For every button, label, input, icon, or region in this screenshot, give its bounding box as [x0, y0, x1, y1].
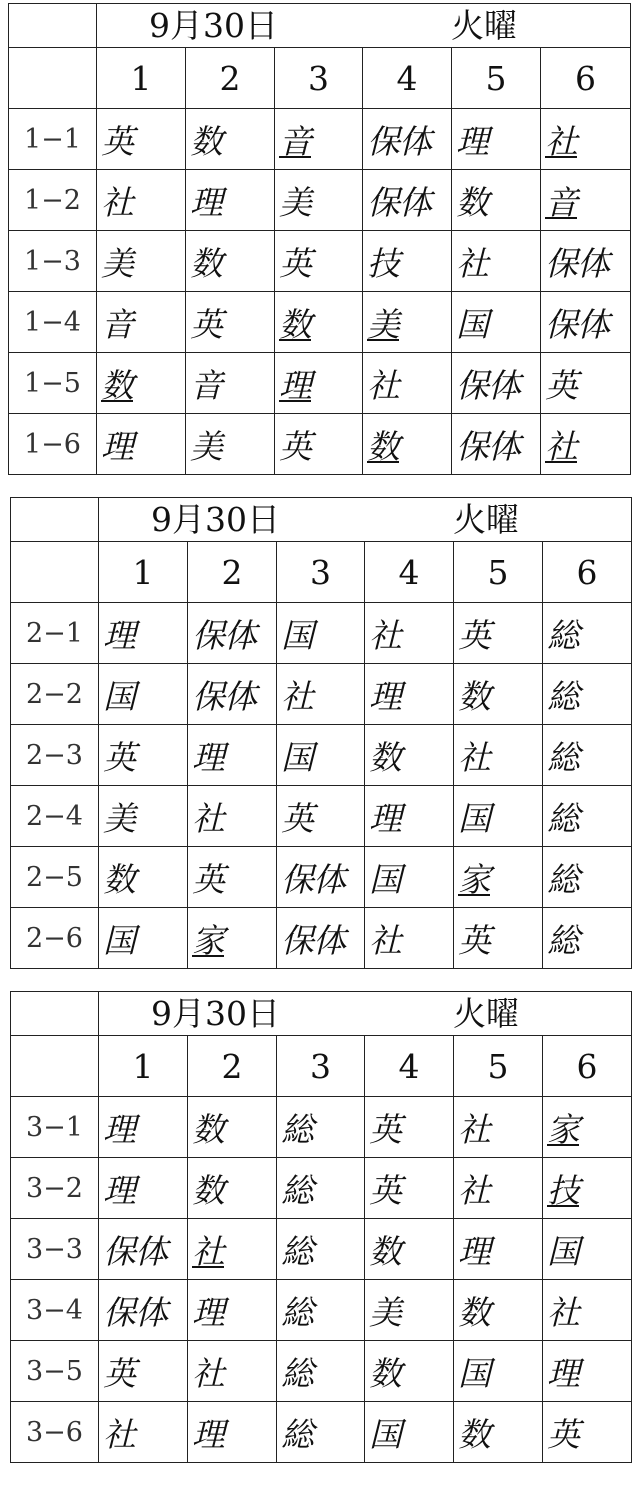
blank-cell	[11, 542, 99, 603]
corner-cell	[11, 498, 99, 542]
subject-text: 社	[192, 1231, 224, 1271]
subject-text: 音	[190, 365, 222, 405]
date-label: 9月30日	[151, 500, 280, 539]
class-label: 2−6	[11, 908, 99, 969]
subject-cell	[277, 1280, 365, 1341]
subject-text: 数	[369, 1231, 401, 1271]
subject-cell	[452, 109, 541, 170]
subject-cell	[186, 109, 275, 170]
subject-text: 数	[369, 1353, 401, 1393]
date-cell	[99, 992, 632, 1036]
subject-cell	[99, 847, 188, 908]
subject-cell	[275, 292, 363, 353]
subject-cell	[454, 1341, 543, 1402]
subject-text: 美	[369, 1292, 401, 1332]
subject-text: 社	[103, 1414, 135, 1454]
subject-text: 数	[367, 426, 399, 466]
subject-text: 美	[190, 426, 222, 466]
subject-cell	[454, 1402, 543, 1463]
subject-cell	[543, 1158, 632, 1219]
subject-cell	[99, 1158, 188, 1219]
subject-text: 社	[458, 1170, 490, 1210]
subject-text: 理	[458, 1231, 490, 1271]
subject-cell	[277, 1402, 365, 1463]
subject-text: 英	[279, 243, 311, 283]
period-number: 5	[454, 542, 543, 603]
subject-cell	[541, 353, 631, 414]
subject-cell	[543, 786, 632, 847]
subject-cell	[275, 414, 363, 475]
subject-text: 理	[547, 1353, 579, 1393]
class-label: 1−5	[9, 353, 97, 414]
subject-text: 数	[101, 365, 133, 405]
class-row	[11, 1402, 632, 1463]
subject-cell	[277, 847, 365, 908]
subject-text: 英	[369, 1170, 401, 1210]
subject-cell	[454, 908, 543, 969]
subject-text: 英	[101, 121, 133, 161]
subject-cell	[186, 414, 275, 475]
subject-cell	[543, 1402, 632, 1463]
subject-cell	[454, 1097, 543, 1158]
subject-text: 音	[279, 121, 311, 161]
subject-cell	[277, 1158, 365, 1219]
subject-cell	[541, 109, 631, 170]
subject-text: 家	[547, 1109, 579, 1149]
subject-text: 国	[547, 1231, 579, 1271]
subject-text: 総	[547, 859, 579, 899]
subject-cell	[99, 1341, 188, 1402]
subject-text: 保体	[456, 365, 520, 405]
subject-text: 社	[547, 1292, 579, 1332]
subject-cell	[97, 353, 186, 414]
subject-cell	[365, 1219, 454, 1280]
subject-text: 英	[190, 304, 222, 344]
subject-cell	[452, 170, 541, 231]
subject-text: 総	[281, 1109, 313, 1149]
timetable-grade-1	[8, 3, 631, 475]
subject-cell	[365, 1097, 454, 1158]
subject-text: 数	[369, 737, 401, 777]
class-label: 1−1	[9, 109, 97, 170]
subject-text: 数	[192, 1170, 224, 1210]
class-label: 1−3	[9, 231, 97, 292]
class-label: 3−2	[11, 1158, 99, 1219]
period-number: 3	[277, 542, 365, 603]
subject-text: 英	[458, 615, 490, 655]
subject-cell	[365, 1158, 454, 1219]
subject-cell	[188, 1097, 277, 1158]
subject-cell	[277, 1341, 365, 1402]
period-number: 6	[543, 1036, 632, 1097]
class-label: 3−1	[11, 1097, 99, 1158]
period-number: 6	[541, 48, 631, 109]
subject-text: 国	[369, 1414, 401, 1454]
subject-text: 英	[281, 798, 313, 838]
class-label: 3−3	[11, 1219, 99, 1280]
subject-text: 社	[369, 615, 401, 655]
class-label: 3−4	[11, 1280, 99, 1341]
subject-cell	[365, 664, 454, 725]
subject-cell	[188, 603, 277, 664]
subject-text: 英	[545, 365, 577, 405]
subject-cell	[454, 603, 543, 664]
class-row	[11, 603, 632, 664]
subject-cell	[363, 414, 452, 475]
subject-text: 国	[103, 920, 135, 960]
class-row	[11, 1341, 632, 1402]
period-number: 3	[277, 1036, 365, 1097]
subject-text: 総	[547, 920, 579, 960]
subject-text: 社	[369, 920, 401, 960]
subject-cell	[99, 786, 188, 847]
subject-cell	[365, 603, 454, 664]
subject-cell	[365, 1402, 454, 1463]
corner-cell	[9, 4, 97, 48]
subject-text: 社	[458, 737, 490, 777]
subject-cell	[277, 664, 365, 725]
subject-text: 国	[281, 615, 313, 655]
subject-text: 理	[456, 121, 488, 161]
subject-text: 数	[190, 243, 222, 283]
subject-text: 社	[458, 1109, 490, 1149]
subject-text: 数	[192, 1109, 224, 1149]
class-label: 2−4	[11, 786, 99, 847]
date-label: 9月30日	[149, 6, 278, 45]
subject-text: 理	[103, 615, 135, 655]
subject-text: 社	[192, 798, 224, 838]
subject-cell	[363, 170, 452, 231]
subject-cell	[97, 109, 186, 170]
subject-text: 理	[279, 365, 311, 405]
subject-cell	[275, 353, 363, 414]
subject-text: 社	[281, 676, 313, 716]
subject-cell	[188, 1341, 277, 1402]
subject-text: 保体	[545, 304, 609, 344]
subject-text: 国	[458, 798, 490, 838]
subject-cell	[97, 414, 186, 475]
subject-cell	[452, 231, 541, 292]
subject-cell	[275, 231, 363, 292]
subject-cell	[188, 786, 277, 847]
subject-text: 数	[458, 1414, 490, 1454]
subject-cell	[188, 1219, 277, 1280]
class-row	[11, 1158, 632, 1219]
class-row	[9, 292, 631, 353]
subject-cell	[454, 1158, 543, 1219]
subject-cell	[454, 664, 543, 725]
class-row	[11, 1280, 632, 1341]
subject-text: 保体	[281, 859, 345, 899]
subject-cell	[543, 1097, 632, 1158]
subject-cell	[365, 847, 454, 908]
class-row	[11, 908, 632, 969]
subject-text: 英	[369, 1109, 401, 1149]
subject-cell	[365, 786, 454, 847]
subject-text: 英	[103, 737, 135, 777]
subject-text: 総	[547, 798, 579, 838]
class-label: 1−6	[9, 414, 97, 475]
subject-cell	[188, 664, 277, 725]
period-number: 1	[97, 48, 186, 109]
subject-text: 総	[547, 676, 579, 716]
subject-cell	[186, 170, 275, 231]
subject-text: 総	[281, 1353, 313, 1393]
subject-text: 技	[547, 1170, 579, 1210]
subject-cell	[541, 231, 631, 292]
subject-text: 国	[456, 304, 488, 344]
class-row	[9, 231, 631, 292]
subject-cell	[365, 725, 454, 786]
class-label: 2−1	[11, 603, 99, 664]
subject-cell	[277, 908, 365, 969]
subject-text: 社	[367, 365, 399, 405]
subject-cell	[188, 1158, 277, 1219]
subject-text: 総	[547, 737, 579, 777]
subject-text: 社	[456, 243, 488, 283]
subject-text: 英	[103, 1353, 135, 1393]
subject-text: 理	[192, 1414, 224, 1454]
subject-cell	[186, 231, 275, 292]
subject-cell	[97, 231, 186, 292]
subject-text: 総	[281, 1414, 313, 1454]
subject-cell	[543, 725, 632, 786]
subject-text: 英	[279, 426, 311, 466]
subject-text: 国	[103, 676, 135, 716]
subject-cell	[454, 1280, 543, 1341]
subject-cell	[363, 231, 452, 292]
subject-cell	[277, 1219, 365, 1280]
blank-cell	[9, 48, 97, 109]
subject-cell	[99, 908, 188, 969]
subject-text: 総	[281, 1231, 313, 1271]
subject-text: 英	[547, 1414, 579, 1454]
period-number: 5	[454, 1036, 543, 1097]
subject-cell	[452, 414, 541, 475]
subject-cell	[277, 603, 365, 664]
class-row	[9, 353, 631, 414]
period-number: 1	[99, 542, 188, 603]
period-number: 4	[365, 542, 454, 603]
subject-cell	[275, 109, 363, 170]
subject-text: 理	[369, 676, 401, 716]
class-row	[9, 414, 631, 475]
subject-text: 数	[279, 304, 311, 344]
subject-cell	[543, 847, 632, 908]
subject-text: 家	[192, 920, 224, 960]
subject-text: 理	[101, 426, 133, 466]
subject-text: 数	[190, 121, 222, 161]
class-label: 3−6	[11, 1402, 99, 1463]
subject-text: 数	[458, 1292, 490, 1332]
subject-cell	[186, 292, 275, 353]
weekday-label: 火曜	[453, 500, 519, 539]
subject-text: 保体	[456, 426, 520, 466]
period-number: 4	[363, 48, 452, 109]
subject-cell	[452, 292, 541, 353]
period-number: 5	[452, 48, 541, 109]
timetable-grade-3	[10, 991, 632, 1463]
subject-cell	[543, 1280, 632, 1341]
subject-text: 国	[458, 1353, 490, 1393]
subject-cell	[454, 847, 543, 908]
subject-cell	[543, 1219, 632, 1280]
period-number: 2	[188, 542, 277, 603]
subject-text: 保体	[281, 920, 345, 960]
subject-text: 総	[281, 1292, 313, 1332]
subject-cell	[188, 847, 277, 908]
class-row	[11, 847, 632, 908]
timetable-grade-2	[10, 497, 632, 969]
subject-text: 保体	[367, 182, 431, 222]
corner-cell	[11, 992, 99, 1036]
subject-text: 理	[103, 1170, 135, 1210]
class-label: 2−3	[11, 725, 99, 786]
subject-cell	[454, 786, 543, 847]
subject-cell	[97, 292, 186, 353]
subject-cell	[543, 664, 632, 725]
subject-cell	[543, 1341, 632, 1402]
subject-cell	[365, 908, 454, 969]
subject-cell	[277, 1097, 365, 1158]
subject-cell	[454, 1219, 543, 1280]
subject-text: 理	[103, 1109, 135, 1149]
subject-cell	[541, 170, 631, 231]
subject-text: 国	[281, 737, 313, 777]
subject-text: 国	[369, 859, 401, 899]
subject-cell	[541, 292, 631, 353]
class-row	[11, 664, 632, 725]
subject-cell	[543, 908, 632, 969]
subject-text: 数	[103, 859, 135, 899]
weekday-label: 火曜	[453, 994, 519, 1033]
class-label: 2−2	[11, 664, 99, 725]
subject-text: 理	[190, 182, 222, 222]
class-row	[9, 109, 631, 170]
date-header-row	[11, 498, 632, 542]
subject-cell	[99, 1097, 188, 1158]
subject-cell	[188, 1280, 277, 1341]
period-number: 3	[275, 48, 363, 109]
subject-text: 美	[101, 243, 133, 283]
subject-cell	[277, 786, 365, 847]
subject-text: 美	[103, 798, 135, 838]
subject-cell	[452, 353, 541, 414]
class-row	[9, 170, 631, 231]
date-header-row	[11, 992, 632, 1036]
period-row	[11, 1036, 632, 1097]
subject-cell	[99, 664, 188, 725]
subject-cell	[275, 170, 363, 231]
subject-text: 英	[192, 859, 224, 899]
subject-text: 理	[192, 1292, 224, 1332]
subject-text: 数	[456, 182, 488, 222]
class-row	[11, 786, 632, 847]
subject-text: 総	[547, 615, 579, 655]
subject-text: 社	[101, 182, 133, 222]
period-number: 6	[543, 542, 632, 603]
class-row	[11, 1219, 632, 1280]
subject-cell	[365, 1280, 454, 1341]
subject-cell	[543, 603, 632, 664]
subject-text: 保体	[103, 1231, 167, 1271]
subject-text: 社	[545, 121, 577, 161]
subject-text: 社	[545, 426, 577, 466]
subject-cell	[99, 1402, 188, 1463]
subject-cell	[365, 1341, 454, 1402]
period-number: 2	[188, 1036, 277, 1097]
subject-text: 数	[458, 676, 490, 716]
subject-text: 保体	[545, 243, 609, 283]
date-cell	[97, 4, 631, 48]
subject-cell	[99, 603, 188, 664]
subject-cell	[97, 170, 186, 231]
subject-cell	[99, 1219, 188, 1280]
subject-text: 家	[458, 859, 490, 899]
class-label: 2−5	[11, 847, 99, 908]
period-row	[9, 48, 631, 109]
subject-text: 美	[367, 304, 399, 344]
subject-text: 保体	[192, 615, 256, 655]
subject-cell	[188, 908, 277, 969]
subject-cell	[188, 725, 277, 786]
subject-text: 英	[458, 920, 490, 960]
subject-text: 保体	[103, 1292, 167, 1332]
class-label: 3−5	[11, 1341, 99, 1402]
period-row	[11, 542, 632, 603]
date-header-row	[9, 4, 631, 48]
subject-text: 音	[101, 304, 133, 344]
subject-cell	[277, 725, 365, 786]
period-number: 1	[99, 1036, 188, 1097]
subject-text: 保体	[367, 121, 431, 161]
weekday-label: 火曜	[451, 6, 517, 45]
subject-cell	[363, 292, 452, 353]
blank-cell	[11, 1036, 99, 1097]
subject-text: 社	[192, 1353, 224, 1393]
subject-text: 理	[369, 798, 401, 838]
class-label: 1−4	[9, 292, 97, 353]
period-number: 2	[186, 48, 275, 109]
subject-text: 保体	[192, 676, 256, 716]
subject-cell	[363, 109, 452, 170]
subject-cell	[454, 725, 543, 786]
subject-cell	[99, 1280, 188, 1341]
class-row	[11, 725, 632, 786]
subject-text: 理	[192, 737, 224, 777]
subject-text: 美	[279, 182, 311, 222]
subject-cell	[186, 353, 275, 414]
class-label: 1−2	[9, 170, 97, 231]
subject-text: 総	[281, 1170, 313, 1210]
class-row	[11, 1097, 632, 1158]
subject-cell	[363, 353, 452, 414]
subject-cell	[188, 1402, 277, 1463]
date-label: 9月30日	[151, 994, 280, 1033]
subject-cell	[99, 725, 188, 786]
subject-text: 技	[367, 243, 399, 283]
period-number: 4	[365, 1036, 454, 1097]
subject-text: 音	[545, 182, 577, 222]
date-cell	[99, 498, 632, 542]
subject-cell	[541, 414, 631, 475]
